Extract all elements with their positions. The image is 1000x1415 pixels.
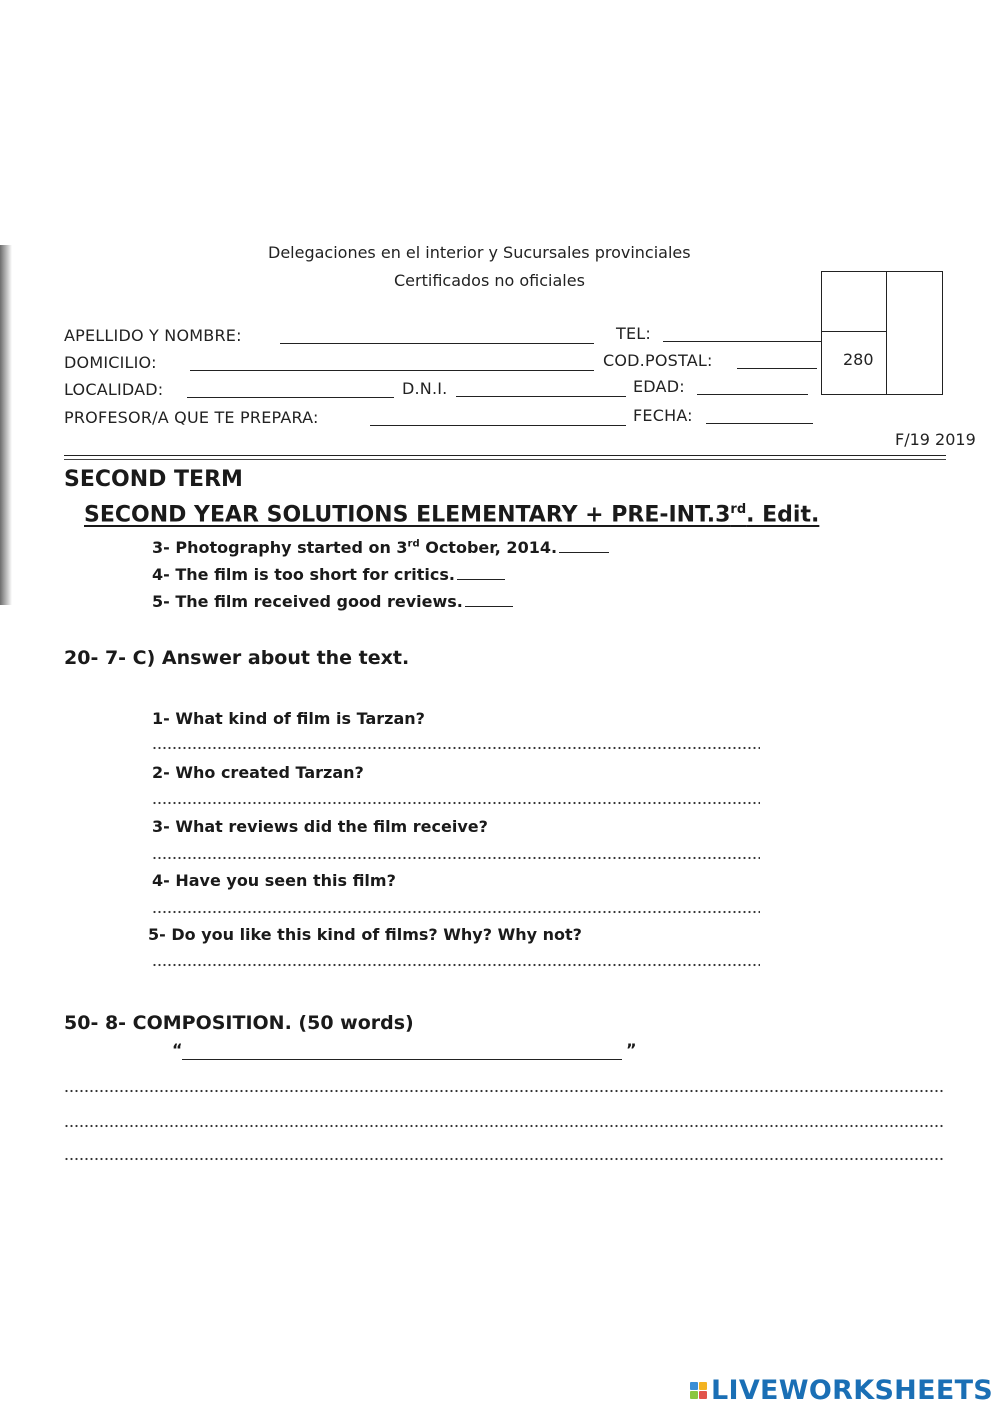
answer-line-2[interactable]	[152, 801, 760, 805]
label-address: DOMICILIO:	[64, 353, 157, 372]
section-c-heading: 20- 7- C) Answer about the text.	[64, 647, 410, 669]
label-age: EDAD:	[633, 377, 685, 396]
header-rule	[64, 455, 946, 456]
statement-3: 3- Photography started on 3rd October, 2014.	[152, 538, 609, 557]
input-tel[interactable]	[663, 341, 821, 342]
question-1: 1- What kind of film is Tarzan?	[152, 709, 425, 728]
answer-line-5[interactable]	[152, 963, 760, 967]
answer-blank-3[interactable]	[559, 552, 609, 553]
answer-blank-4[interactable]	[457, 579, 505, 580]
input-age[interactable]	[697, 394, 808, 395]
label-city: LOCALIDAD:	[64, 380, 164, 399]
statement-5: 5- The film received good reviews.	[152, 592, 513, 611]
input-address[interactable]	[190, 370, 594, 371]
header-rule-thin	[64, 459, 946, 460]
composition-line-3[interactable]	[64, 1157, 944, 1161]
input-city[interactable]	[187, 397, 394, 398]
answer-line-3[interactable]	[152, 856, 760, 860]
header-line-2: Certificados no oficiales	[394, 271, 585, 290]
label-date: FECHA:	[633, 406, 693, 425]
score-box	[821, 271, 943, 395]
form-reference: F/19 2019	[895, 430, 976, 449]
score-box-divider	[886, 271, 887, 395]
input-postal[interactable]	[737, 368, 817, 369]
title-open-quote: “	[172, 1040, 183, 1059]
question-2: 2- Who created Tarzan?	[152, 763, 364, 782]
question-5: 5- Do you like this kind of films? Why? Why not?	[148, 925, 582, 944]
label-tel: TEL:	[616, 324, 651, 343]
liveworksheets-logo-icon	[690, 1382, 707, 1399]
composition-title-input[interactable]	[182, 1059, 622, 1060]
statement-4: 4- The film is too short for critics.	[152, 565, 505, 584]
label-postal: COD.POSTAL:	[603, 351, 713, 370]
header-line-1: Delegaciones en el interior y Sucursales provinciales	[268, 243, 691, 262]
question-4: 4- Have you seen this film?	[152, 871, 396, 890]
composition-line-1[interactable]	[64, 1089, 944, 1093]
liveworksheets-watermark	[690, 1374, 993, 1406]
term-heading: SECOND TERM	[64, 467, 243, 492]
composition-line-2[interactable]	[64, 1124, 944, 1128]
watermark-text: LIVEWORKSHEETS	[711, 1374, 994, 1406]
input-teacher[interactable]	[370, 425, 626, 426]
title-close-quote: ”	[626, 1040, 637, 1059]
answer-blank-5[interactable]	[465, 606, 513, 607]
course-title: SECOND YEAR SOLUTIONS ELEMENTARY + PRE-INT.3rd. Edit.	[84, 502, 820, 528]
composition-heading: 50- 8- COMPOSITION. (50 words)	[64, 1012, 414, 1034]
answer-line-1[interactable]	[152, 746, 760, 750]
label-teacher: PROFESOR/A QUE TE PREPARA:	[64, 408, 319, 427]
score-value: 280	[843, 350, 874, 369]
label-name: APELLIDO Y NOMBRE:	[64, 326, 242, 345]
input-name[interactable]	[280, 343, 594, 344]
question-3: 3- What reviews did the film receive?	[152, 817, 488, 836]
input-date[interactable]	[706, 423, 813, 424]
scan-edge-shadow	[0, 245, 12, 605]
answer-line-4[interactable]	[152, 910, 760, 914]
score-box-divider-horizontal	[821, 331, 887, 332]
label-dni: D.N.I.	[402, 379, 448, 398]
input-dni[interactable]	[456, 396, 626, 397]
